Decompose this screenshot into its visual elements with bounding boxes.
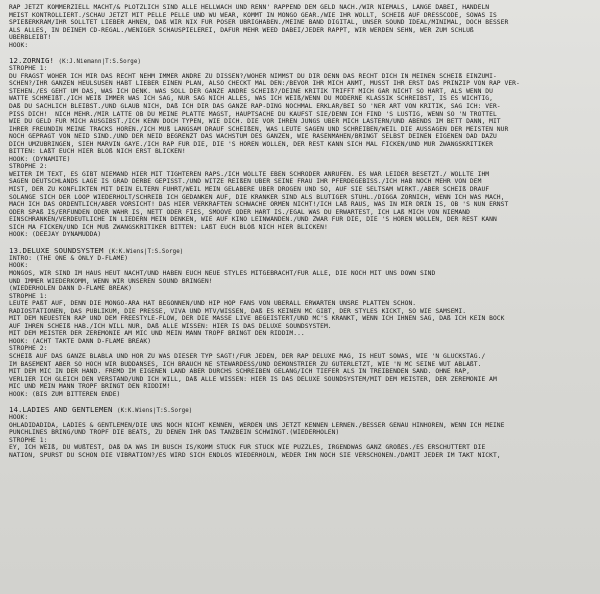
lyric-line: NATION, SPÜRST DU SCHON DIE VIBRATION?/ES WIRD SICH ENDLOS WIEDERHOLN, WEDER IHN NOCH SIE VERSCHONEN./DAMIT JEDER IM TAKT NICKT, (9, 451, 501, 459)
lyric-line: NOCH GEPRAGT VON NEID SIND./UND DER NEID BEGRENZT DAS WACHSTUM DES GANZEN, WIE RASENMÄHEN/BRINGT SELBST DEINEN EIGENEN DAD DAZU (9, 133, 497, 141)
song-zornig (9, 56, 592, 239)
lyric-line: WIE DU GELD FÜR MICH AUSGIBST./ICH KENN DOCH TYPEN, WIE DICH. DIE VOR IHREN JUNGS ÜBER MICH LÄSTERN/UND ABENDS IM BETT DANN, MIT (9, 118, 501, 126)
lyric-line: RADIOSTATIONEN, DAS PUBLIKUM, DIE PRESSE, VIVA UND MTV/WISSEN, DAß ES KEINEN MC GIBT, DER STYLES KICKT, SO WIE SAMSEMI. (9, 307, 467, 315)
lyric-line: DAß DU SACHLICH BLEIBST./UND GLAUB NICH, DAß ICH DIR DAS GANZE RAP-DING NOCHMAL ERKLÄR/BEI SO 'NER ART VON KRITIK, SAG ICH: VER- (9, 103, 501, 111)
lyric-line: RAP JETZT KOMMERZIELL MACHT/& PLÖTZLICH SIND ALLE HELLWACH UND RENN' RAPPEND DEM GELD NACH./WIR NIEMALS, LANGE DABEI, HANDELN (9, 4, 490, 11)
lyric-line: VERLIER ICH GLEICH DEN VERSTAND/UND ICH WILL, DAß ALLE WISSEN: HIER IS DAS DELUXE SOUNDSYSTEM/MIT DEM MEISTER, DER ZEREMONIE AM (9, 375, 497, 383)
lyric-line: WATTE SCHMEIßT./ICH WEIß IMMER WAS ICH SAG, NUR SAG NICH ALLES, WAS ICH WEIß/WENN DU MODERNE KLASSIK SCHREIBST, IS ES WICHTIG, (9, 95, 493, 103)
song-title-text: 14.LADIES AND GENTLEMEN (9, 405, 113, 415)
section-spacer (9, 49, 592, 55)
song-title (9, 246, 592, 255)
lyric-line: EINSCHRÄNKEN/VERDEUTLICHE IN LIEDERN MEIN DENKEN, WIE AUF KINO LEINWÄNDEN./UND ZWAR FÜR DIE, DIE 'S HÖREN WOLLEN, DER REST KANN (9, 216, 497, 224)
lyric-line: SPIEßERKRAM/IHR SOLLTET LIEBER AHNEN, DAß WIR NIX FÜR POSER ÜBRIGHABEN./MEINE BAND DIGITAL, UNSER SOUND IDEAL/MINIMAL, DOCH BESSER (9, 19, 509, 27)
lyric-line: STEHEN./ES GEHT UM DAS, WAS ICH DENK. WAS SOLL DER GANZE ANDRE SCHEIß?/DEINE KRITIK TRIFFT MICH GAR NICHT SO HART, ALS WENN DU (9, 87, 493, 95)
lyric-line: WEITER IM TEXT, ES GIBT NIEMAND HIER MIT TIGHTEREN RAPS./ICH WOLLTE EBEN SCHRÖDER ANRUFEN. ES WAR LEIDER BESETZT./ WOLLTE IHM (9, 170, 490, 178)
lyric-line: IHRER FREUNDIN MEINE TRACKS HÖREN./ICH MUß LANGSAM DRAUF SCHEIßEN, WAS LEUTE SAGEN UND SCHREIBEN/WEIL DIE AUSSAGEN DER MEISTEN NUR (9, 125, 509, 133)
lyric-line: PISS DICH! NICH MEHR./MIR LATTE OB DU MEINE PLATTE MAGST, HAUPTSACHE DU KAUFST SIE/DENN ICH FIND 'S LUSTIG, WENN SO 'N TROTTEL (9, 110, 497, 118)
song-title (9, 405, 592, 414)
lyric-line: SAGEN DEUTSCHLANDS LAGE IS GRAD DERBE GEPISST./UND WITZE REIßEN ÜBER SEINE FRAU IHR PFERDEGEBISS./ICH HAB NOCH MEHR VON DEM (9, 178, 482, 186)
song-title (9, 56, 592, 65)
lyric-line: ÜBERBLEIBT! (9, 34, 52, 42)
song-title-text: 13.DELUXE SOUNDSYSTEM (9, 245, 104, 255)
lyric-line: MONGOS, WIR SIND IM HAUS HEUT NACHT/UND HABEN EUCH NEUE STYLES MITGEBRACHT/FÜR ALLE, DIE NOCH MIT UNS DOWN SIND (9, 269, 436, 277)
lyric-line: STROPHE 2: (9, 345, 48, 353)
lyric-line: SCHEN?/IHR GANZEN HEULSUSEN HABT LIEBER EINEN PLAN, ALSO CHECKT MAL DEN:/BEVOR IHR MICH ANMT, MUSST IHR ERST DAS PRINZIP VON RAP VER- (9, 80, 520, 88)
lyric-line: HOOK: (BIS ZUM BITTEREN ENDE) (9, 390, 121, 398)
lyric-line: IM BASEMENT ABER SO HOCH WIR BUDDANSES, ICH BRAUCH NE STEWARDESS/UND DEMONSTRIER ZU GUTERLETZT, WIE 'N MC SEINE WUT ABLÄßT. (9, 360, 482, 368)
lyric-line: STROPHE 2: (9, 163, 48, 171)
lyric-line: SICH MA FICKEN/UND ICH MUß ZWANGSKRITIKER BITTEN: LAßT EUCH BLOß NICH HIER BLICKEN! (9, 223, 328, 231)
lyric-line: DU FRAGST WOHER ICH MIR DAS RECHT NEHM IMMER ANDRE ZU DISSEN?/WOHER NIMMST DU DIR DENN DAS RECHT DICH IN MEINEN SCHEIß EINZUMI- (9, 72, 497, 80)
lyric-line: PUNCHLINES BRING/UND TROPF DIE BEATS, ZU DENEN IHR DAS TANZBEIN SCHWINGT.(WIEDERHOLEN) (9, 429, 340, 437)
lyric-line: LEUTE PAßT AUF, DENN DIE MONGO-ÄRA HAT BEGONNEN/UND HIP HOP FANS VON ÜBERALL ERWARTEN UNSRE PLATTEN SCHON. (9, 300, 417, 308)
lyric-line: SCHEIß AUF DAS GANZE BLABLA UND HÖR ZU WAS DIESER TYP SAGT!/FÜR JEDEN, DER RAP DELUXE MAG, IS HEUT SOWAS, WIE 'N GLÜCKSTAG./ (9, 352, 486, 360)
lyric-line: HOOK: (DEEJAY DYNAMUDDA) (9, 231, 102, 239)
song-credit: (K:J.Niemann|T:S.Sorge) (58, 59, 142, 66)
song-credit: (K:K.Wiens|T:S.Sorge) (108, 248, 184, 255)
lyric-line: ALS ALLES, IN DEINEM CD-REGAL./WENIGER SCHAUSPIELEREI, DAFÜR MEHR WEED DABEI/JEDER RAPPT, WIR WERDEN SEHN, WER ZUM SCHLUß (9, 26, 474, 34)
song-credit: (K:K.Wiens|T:S.Sorge) (117, 408, 193, 415)
lyric-line: MIT DEM MEISTER DER ZEREMONIE AM MIC UND MEIN MANN TROPF BRINGT DEN RIDDIM... (9, 330, 305, 338)
lyric-line: SOLANGE SICH DER LOOP WIEDERHOLT/SCHREIB ICH GEDANKEN AUF, DIE KRANKER SIND ALS BLUTIGER STUHL./DIGGA ZORNICH, WENN ICH WAS MACH, (9, 193, 505, 201)
lyric-line: MIC UND MEIN MANN TROPF BRINGT DEN RIDDIM! (9, 383, 171, 391)
lyric-line: ODER SPAß IS/ERFUNDEN ODER WAHR IS, NETT ODER FIES, SMOOVE ODER HART IS./EGAL WAS DU ERWARTEST, ICH LAß MICH VON NIEMAND (9, 208, 470, 216)
lyric-line: MEIST KONTROLLIERT./SCHAU JETZT MIT PELLE PELLE UND WU WEAR, KOMMT IN MONGO GEAR./WIE IHR WOLLT, SCHEIß AUF DRESSCODE, SOWAS IS (9, 11, 497, 19)
song-ladies-and-gentlemen (9, 405, 592, 459)
lyric-line: MIT DEM MIC IN DER HAND. FREMD IM EIGENEN LAND ABER DURCHS SCHREIBEN GELANG/ICH TIEFER ALS IN TREIBENDEN SAND. OHNE RAP, (9, 368, 470, 376)
song-deluxe-soundsystem (9, 246, 592, 398)
lyric-line: (WIEDERHOLEN DANN D-FLAME BREAK) (9, 285, 132, 293)
lyric-line: HOOK: (9, 41, 29, 49)
lyric-line: HOOK: (9, 262, 29, 270)
lyric-line: DICH UMZUBRINGEN, SIEH MARVIN GAYE./ICH RAP FÜR DIE, DIE 'S HÖREN WOLLEN, DER REST KANN SICH MAL FICKEN/UND MÜR ZWANGSKRITIKER (9, 140, 493, 148)
lyric-line: MIST, DER ZU KONFLIKTEN MIT DEIN ELTERN FÜHRT/WEIL MEIN GELABERE ÜBER DROGEN UND SO, AUF SIE SELTSAM WIRKT./ABER SCHEIß DRAUF (9, 186, 490, 194)
lyric-line: HOOK: (ACHT TAKTE DANN D-FLAME BREAK) (9, 337, 152, 345)
lyric-line: STROPHE 1: (9, 436, 48, 444)
lyric-line: INTRO: (THE ONE & ONLY D-FLAME) (9, 254, 129, 262)
lyric-line: HOOK: (DYNAMITE) (9, 155, 71, 163)
lyric-line: HOOK: (9, 414, 29, 422)
lyric-line: STROPHE 1: (9, 292, 48, 300)
lyric-line: AUF IHREN SCHEIß HAB./ICH WILL NUR, DAß ALLE WISSEN: HIER IS DAS DELUXE SOUNDSYSTEM. (9, 322, 332, 330)
section-spacer (9, 398, 592, 404)
section-spacer (9, 239, 592, 245)
song-title-text: 12.ZORNIG! (9, 56, 54, 66)
lyric-line: MACH ICH DAS ORDENTLICH/ABER VORSICHT! DAS HIER VERKRAFTEN SCHWACHE ORMEN NICHT!/ICH LAß RAUS, WAS IN MIR DRIN IS, OB 'S NUN ERNST (9, 201, 509, 209)
lyric-line: BITTEN: LAßT EUCH HIER BLOß NICH ERST BLICKEN! (9, 148, 186, 156)
lyric-line: OHLADIDADIDA, LADIES & GENTLEMEN/DIE UNS NOCH NICHT KENNEN, WERDEN UNS JETZT KENNEN LERNEN./BESSER GENAU HINHÖREN, WENN ICH MEINE (9, 421, 505, 429)
lyric-line: MIT DEM NEUESTEN RAP UND DEM FREESTYLE-FLOW, DER DIE MASSE LIVE BEGEISTERT/UND MC'S KRANKT, WENN ICH IHNEN SAG, DAß ICH KEIN BOCK (9, 315, 505, 323)
lyric-line: UND IMMER WIEDERKOMM, WENN WIR UNSEREN SOUND BRINGEN! (9, 277, 213, 285)
intro-verse (9, 4, 592, 49)
lyric-line: STROPHE 1: (9, 65, 48, 73)
lyric-line: EY, ICH WEIß, DU WÜßTEST, DAß DA WAS IM BUSCH IS/KOMM STÜCK FÜR STÜCK WIE PUZZLES, IRGENDWAS GANZ GROßES./ES ERSCHÜTTERT DIE (9, 444, 486, 452)
